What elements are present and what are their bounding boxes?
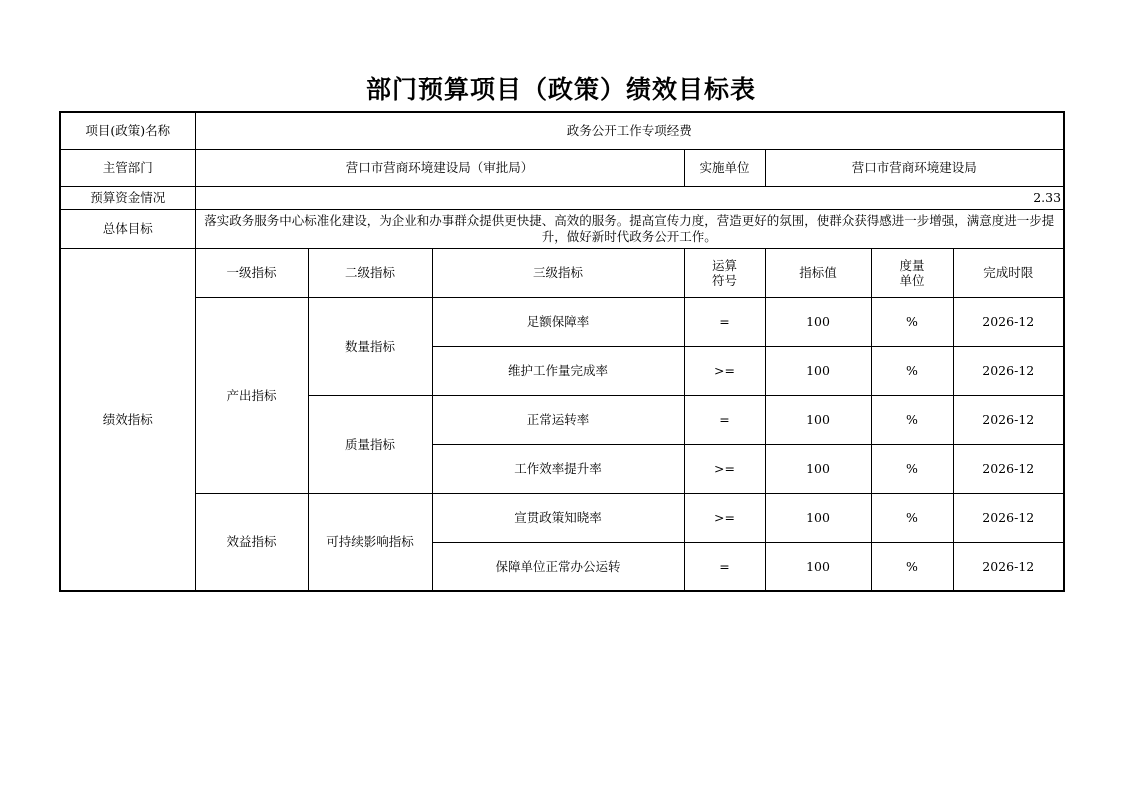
table-row (60, 493, 1064, 542)
overall-goal-label: 总体目标 (60, 209, 195, 248)
deadline-cell: 2026-12 (953, 542, 1064, 591)
header-unit-line2: 单位 (899, 272, 925, 288)
value-cell: 100 (765, 493, 871, 542)
unit-cell: % (871, 542, 953, 591)
header-unit (871, 248, 953, 297)
deadline-cell: 2026-12 (953, 493, 1064, 542)
deadline-cell: 2026-12 (953, 297, 1064, 346)
deadline-cell: 2026-12 (953, 444, 1064, 493)
level3-cell: 正常运转率 (432, 395, 684, 444)
unit-cell: % (871, 346, 953, 395)
header-unit-line1: 度量 (899, 257, 925, 273)
value-cell: 100 (765, 346, 871, 395)
deadline-cell: 2026-12 (953, 395, 1064, 444)
header-operator-line1: 运算 (711, 257, 737, 273)
operator-cell: = (684, 395, 765, 444)
performance-indicators-label: 绩效指标 (60, 248, 195, 591)
document-title: 部门预算项目（政策）绩效目标表 (365, 75, 756, 104)
level2-sustainable: 可持续影响指标 (308, 493, 432, 591)
value-cell: 100 (765, 444, 871, 493)
table-row (60, 297, 1064, 346)
level3-cell: 宣贯政策知晓率 (432, 493, 684, 542)
level3-cell: 工作效率提升率 (432, 444, 684, 493)
performance-target-table (59, 111, 1065, 592)
department-label: 主管部门 (60, 149, 195, 186)
operator-cell: = (684, 297, 765, 346)
department-row (60, 149, 1064, 186)
level2-quality: 质量指标 (308, 395, 432, 493)
level1-benefit: 效益指标 (195, 493, 308, 591)
overall-goal-row (60, 209, 1064, 248)
operator-cell: >= (684, 493, 765, 542)
project-name-value: 政务公开工作专项经费 (195, 112, 1064, 149)
implementing-unit-value: 营口市营商环境建设局 (765, 149, 1064, 186)
header-level3: 三级指标 (432, 248, 684, 297)
level1-output: 产出指标 (195, 297, 308, 493)
header-level1: 一级指标 (195, 248, 308, 297)
implementing-unit-label: 实施单位 (684, 149, 765, 186)
header-deadline: 完成时限 (953, 248, 1064, 297)
header-operator-line2: 符号 (711, 272, 737, 288)
header-operator (684, 248, 765, 297)
budget-row (60, 186, 1064, 209)
budget-value: 2.33 (195, 186, 1064, 209)
header-value: 指标值 (765, 248, 871, 297)
operator-cell: >= (684, 346, 765, 395)
unit-cell: % (871, 395, 953, 444)
indicator-header-row (60, 248, 1064, 297)
value-cell: 100 (765, 395, 871, 444)
project-name-label: 项目(政策)名称 (60, 112, 195, 149)
level2-quantity: 数量指标 (308, 297, 432, 395)
level3-cell: 维护工作量完成率 (432, 346, 684, 395)
overall-goal-value: 落实政务服务中心标准化建设，为企业和办事群众提供更快捷、高效的服务。提高宣传力度，营造更好的氛围，使群众获得感进一步增强，满意度进一步提升，做好新时代政务公开工作。 (195, 209, 1064, 248)
level3-cell: 保障单位正常办公运转 (432, 542, 684, 591)
header-level2: 二级指标 (308, 248, 432, 297)
deadline-cell: 2026-12 (953, 346, 1064, 395)
unit-cell: % (871, 444, 953, 493)
department-value: 营口市营商环境建设局（审批局） (195, 149, 684, 186)
project-name-row (60, 112, 1064, 149)
value-cell: 100 (765, 542, 871, 591)
budget-label: 预算资金情况 (60, 186, 195, 209)
value-cell: 100 (765, 297, 871, 346)
operator-cell: = (684, 542, 765, 591)
operator-cell: >= (684, 444, 765, 493)
unit-cell: % (871, 493, 953, 542)
unit-cell: % (871, 297, 953, 346)
level3-cell: 足额保障率 (432, 297, 684, 346)
